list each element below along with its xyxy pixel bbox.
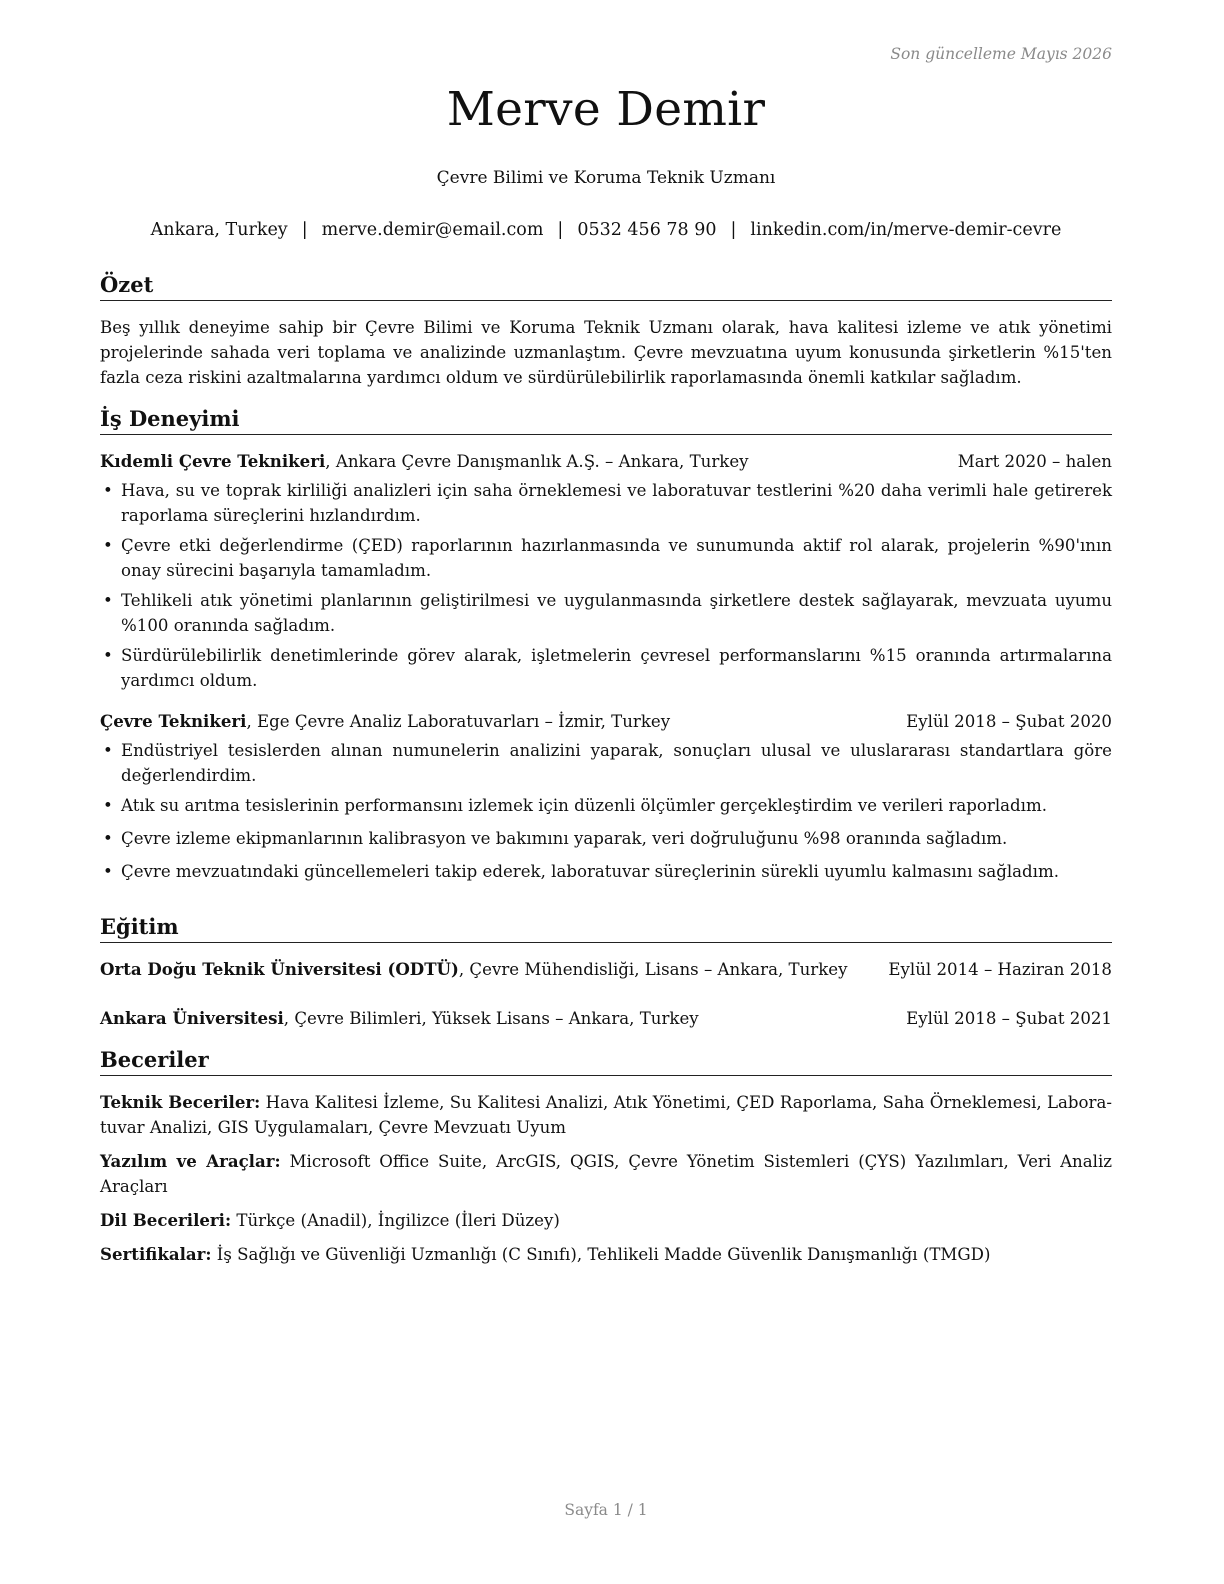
job-bullet: • Sürdürülebilirlik denetimlerinde görev alarak, işletmelerin çevresel performanslarını %15 oranında artırmalarına yardımcı oldum. [103, 646, 1112, 690]
job-company: , Ankara Çevre Danışmanlık A.Ş. – Ankara, Turkey [325, 452, 749, 471]
education-entry [100, 1006, 1112, 1031]
skill-value: Türkçe (Anadil), İngilizce (İleri Düzey) [231, 1211, 560, 1230]
skill-value: Microsoft Office Suite, ArcGIS, QGIS, Çevre Yönetim Sistemleri (ÇYS) Yazılımları, Veri Analiz Araçları [100, 1152, 1112, 1196]
skill-label: Dil Becerileri: [100, 1210, 232, 1230]
job-company: , Ege Çevre Analiz Laboratuvarları – İzmir, Turkey [246, 712, 671, 731]
skill-line-software [100, 1149, 1112, 1199]
job-bullet: • Atık su arıtma tesislerinin performansını izlemek için düzenli ölçümler gerçekleştirdim ve verileri raporladım. [103, 796, 1047, 815]
job-bullet: • Hava, su ve toprak kirliliği analizleri için saha örneklemesi ve laboratuvar testlerini %20 daha verimli hale getirerek raporlama süreçlerini hızlandırdım. [103, 481, 1112, 525]
job-bullet: • Çevre izleme ekipmanlarının kalibrasyon ve bakımını yaparak, veri doğruluğunu %98 oranında sağladım. [103, 829, 1008, 848]
contact-separator: | [730, 220, 737, 240]
job-bullet-text: Endüstriyel tesislerden alınan numunelerin analizini yaparak, sonuçları ulusal ve uluslararası standartlara göre değerlendirdim. [121, 741, 1112, 785]
education-entry [100, 957, 1112, 982]
job-header [100, 709, 1112, 734]
contact-phone: 0532 456 78 90 [577, 220, 717, 240]
contact-email[interactable]: merve.demir@email.com [321, 220, 544, 240]
skills-heading: Beceriler [100, 1047, 1112, 1076]
experience-section [100, 406, 1112, 889]
education-school: Orta Doğu Teknik Üniversitesi (ODTÜ) [100, 959, 459, 979]
skill-value: Hava Kalitesi İzleme, Su Kalitesi Analizi, Atık Yönetimi, ÇED Raporlama, Saha Örneklemesi, Laboratuvar Analizi, GIS Uygulamaları, Çevre Mevzuatı Uyum [100, 1093, 1112, 1137]
education-dates: Eylül 2014 – Haziran 2018 [888, 960, 1112, 979]
job-role-company [100, 709, 670, 734]
skill-line-certificates [100, 1242, 1112, 1267]
contact-linkedin[interactable]: linkedin.com/in/merve-demir-cevre [750, 220, 1062, 240]
job-bullet-text: Çevre izleme ekipmanlarının kalibrasyon ve bakımını yaparak, veri doğruluğunu %98 oranında sağladım. [121, 829, 1008, 848]
education-heading: Eğitim [100, 914, 1112, 943]
education-dates: Eylül 2018 – Şubat 2021 [906, 1009, 1112, 1028]
contact-line [100, 220, 1112, 240]
education-school-detail [100, 1006, 699, 1031]
skill-label: Teknik Beceriler: [100, 1092, 261, 1112]
resume-page [100, 0, 1112, 1584]
page-number: Sayfa 1 / 1 [564, 1501, 648, 1519]
summary-heading: Özet [100, 272, 1112, 301]
candidate-title: Çevre Bilimi ve Koruma Teknik Uzmanı [436, 168, 776, 188]
job-bullet-text: Hava, su ve toprak kirliliği analizleri için saha örneklemesi ve laboratuvar testlerini %20 daha verimli hale getirerek raporlama süreçlerini hızlandırdım. [121, 481, 1112, 525]
job-bullet: • Çevre mevzuatındaki güncellemeleri takip ederek, laboratuvar süreçlerinin sürekli uyumlu kalmasını sağladım. [103, 862, 1060, 881]
skill-label: Sertifikalar: [100, 1244, 212, 1264]
contact-separator: | [557, 220, 564, 240]
job-bullet-text: Çevre etki değerlendirme (ÇED) raporlarının hazırlanmasında ve sunumunda aktif rol alarak, projelerin %90'ının onay sürecini başarıyla tamamladım. [121, 536, 1112, 580]
candidate-name: Merve Demir [446, 82, 766, 137]
job-dates: Eylül 2018 – Şubat 2020 [906, 712, 1112, 731]
summary-text: Beş yıllık deneyime sahip bir Çevre Bilimi ve Koruma Teknik Uzmanı olarak, hava kalitesi izleme ve atık yönetimi projelerinde sahada veri toplama ve analizinde uzmanlaştım. Çevre mevzuatına uyum konusunda şirketlerin %15'ten fazla ceza riskini azaltmalarına yardımcı oldum ve sürdürülebilirlik raporlamasında önemli katkılar sağladım. [100, 318, 1112, 387]
job-bullets [100, 738, 1112, 884]
skill-line-technical [100, 1090, 1112, 1140]
education-school: Ankara Üniversitesi [100, 1008, 284, 1028]
skills-section [100, 1047, 1112, 1276]
job-entry [100, 449, 1112, 693]
job-bullet: • Endüstriyel tesislerden alınan numunelerin analizini yaparak, sonuçları ulusal ve uluslararası standartlara göre değerlendirdim. [103, 741, 1112, 785]
skill-line-languages [100, 1208, 1112, 1233]
job-bullet-text: Atık su arıtma tesislerinin performansını izlemek için düzenli ölçümler gerçekleştirdim ve verileri raporladım. [121, 796, 1047, 815]
experience-heading: İş Deneyimi [100, 406, 1112, 435]
education-section [100, 914, 1112, 1031]
skill-value: İş Sağlığı ve Güvenliği Uzmanlığı (C Sınıfı), Tehlikeli Madde Güvenlik Danışmanlığı (TMGD) [211, 1245, 991, 1264]
job-header [100, 449, 1112, 474]
job-role: Kıdemli Çevre Teknikeri [100, 451, 326, 471]
summary-section [100, 272, 1112, 390]
job-dates: Mart 2020 – halen [957, 452, 1112, 471]
job-bullet: • Çevre etki değerlendirme (ÇED) raporlarının hazırlanmasında ve sunumunda aktif rol alarak, projelerin %90'ının onay sürecini başarıyla tamamladım. [103, 536, 1112, 580]
job-bullets [100, 478, 1112, 693]
skill-label: Yazılım ve Araçlar: [100, 1151, 281, 1171]
education-school-detail [100, 957, 847, 982]
job-bullet-text: Sürdürülebilirlik denetimlerinde görev alarak, işletmelerin çevresel performanslarını %15 oranında artırmalarına yardımcı oldum. [121, 646, 1112, 690]
contact-separator: | [301, 220, 308, 240]
education-detail: , Çevre Bilimleri, Yüksek Lisans – Ankara, Turkey [283, 1009, 699, 1028]
job-entry [100, 709, 1112, 884]
skills-list [100, 1090, 1112, 1267]
education-detail: , Çevre Mühendisliği, Lisans – Ankara, Turkey [458, 960, 848, 979]
contact-location: Ankara, Turkey [150, 220, 288, 240]
job-bullet-text: Tehlikeli atık yönetimi planlarının geliştirilmesi ve uygulanmasında şirketlere destek sağlayarak, mevzuata uyumu %100 oranında sağladım. [121, 591, 1112, 635]
job-bullet: • Tehlikeli atık yönetimi planlarının geliştirilmesi ve uygulanmasında şirketlere destek sağlayarak, mevzuata uyumu %100 oranında sağladım. [103, 591, 1112, 635]
job-role-company [100, 449, 749, 474]
last-updated-note: Son güncelleme Mayıs 2026 [890, 45, 1112, 63]
job-bullet-text: Çevre mevzuatındaki güncellemeleri takip ederek, laboratuvar süreçlerinin sürekli uyumlu kalmasını sağladım. [121, 862, 1060, 881]
job-role: Çevre Teknikeri [100, 711, 247, 731]
